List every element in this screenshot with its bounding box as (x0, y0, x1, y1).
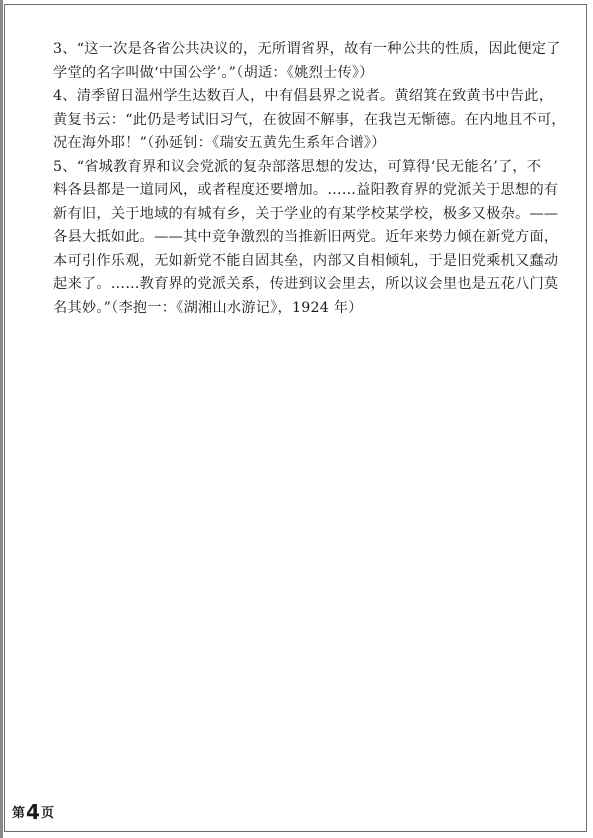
text-line: 4、清季留日温州学生达数百人，中有倡县界之说者。黄绍箕在致黄书中告此， (53, 88, 554, 104)
text-line: 黄复书云：“此仍是考试旧习气，在彼固不解事，在我岂无惭德。在内地且不可， (53, 111, 566, 128)
page-number: 4 (26, 800, 40, 824)
text-line: 各县大抵如此。——其中竞争激烈的当推新旧两党。近年来势力倾在新党方面， (53, 229, 559, 245)
text-line: 3、“这一次是各省公共决议的，无所谓省界，故有一种公共的性质，因此便定了 (53, 41, 561, 57)
text-line: 名其妙。”（李抱一：《湖湘山水游记》，1924 年） (53, 299, 363, 316)
text-line: 新有旧，关于地域的有城有乡，关于学业的有某学校某学校，极多又极杂。—— (53, 205, 559, 222)
page-label-prefix: 第 (12, 806, 26, 821)
scan-edge (0, 0, 3, 838)
text-line: 5、“省城教育界和议会党派的复杂部落思想的发达，可算得‘民无能名’了，不 (53, 158, 542, 175)
page-label-suffix: 页 (40, 806, 54, 821)
text-line: 料各县都是一道同风，或者程度还要增加。……益阳教育界的党派关于思想的有 (53, 182, 559, 198)
document-body (53, 38, 573, 320)
text-line: 本可引作乐观，无如新党不能自固其垒，内部又自相倾轧，于是旧党乘机又蠢动 (53, 252, 559, 269)
text-line: 况在海外耶！”（孙延钊：《瑞安五黄先生系年合谱》） (53, 135, 386, 151)
paragraph-item-4 (53, 85, 573, 156)
text-line: 学堂的名字叫做‘中国公学’。”（胡适：《姚烈士传》） (53, 64, 374, 81)
paragraph-item-3 (53, 38, 573, 85)
text-line: 起来了。……教育界的党派关系，传进到议会里去，所以议会里也是五花八门莫 (53, 276, 559, 292)
page-footer (12, 800, 54, 824)
paragraph-item-5 (53, 156, 573, 321)
